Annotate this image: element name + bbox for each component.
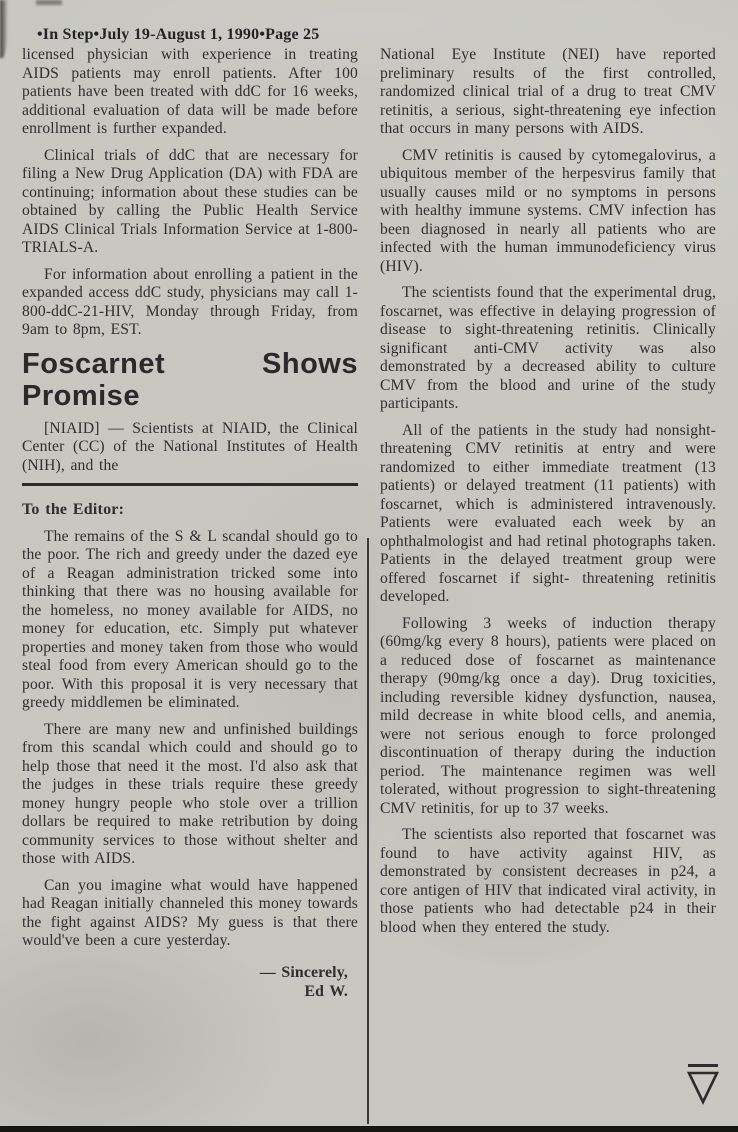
article-paragraph: National Eye Institute (NEI) have reported preliminary results of the first controlled, randomized clinical trial of a drug to treat CMV retinitis, a serious, sight-threatening eye infection that occurs in many persons with AIDS.: [380, 46, 716, 137]
article-paragraph: The scientists also reported that foscarnet was found to have activity against HIV, as demonstrated by consistent decreases in p24, a core antigen of HIV that indicated viral activity, in those patients who had detectable p24 in their blood when they entered the study.: [380, 826, 716, 936]
ddc-article-continuation: [22, 46, 358, 340]
scan-bottom-edge: [0, 1126, 738, 1132]
two-column-layout: [22, 46, 716, 1001]
letter-paragraph: The remains of the S & L scandal should go to the poor. The rich and greedy under the dazed eye of a Reagan administration tricked some into thinking that there was no housing available for the homeless, no money available for AIDS, no money for education, etc. Simply put whatever properties and money taken from those who would steal food from every American should go to the poor. With this proposal it is very necessary that greedy middlemen be eliminated.: [22, 527, 358, 711]
article-paragraph: All of the patients in the study had nonsight-threatening CMV retinitis at entry and were randomized to either immediate treatment (13 patients) or delayed treatment (11 patients) with foscarnet, which is administered intravenously. Patients were evaluated each week by an ophthalmologist and had retinal photographs taken. Patients in the delayed treatment group were offered foscarnet if sight- threatening retinitis developed.: [380, 421, 716, 605]
letter-signoff: [22, 963, 358, 1001]
scan-edge-artifact: [0, 0, 8, 58]
signoff-name: Ed W.: [304, 982, 348, 1000]
article-paragraph: Clinical trials of ddC that are necessary for filing a New Drug Application (DA) with FDA are continuing; information about these studies can be obtained by calling the Public Health Service AIDS Clinical Trials Information Service at 1-800-TRIALS-A.: [22, 146, 358, 256]
article-paragraph: CMV retinitis is caused by cytomegalovirus, a ubiquitous member of the herpesvirus family that usually causes mild or no symptoms in persons with healthy immune systems. CMV infection has been diagnosed in nearly all patients who are infected with the human immunodeficiency virus (HIV).: [380, 146, 716, 275]
scan-top-artifact: [36, 0, 62, 5]
left-column: [22, 46, 358, 1001]
letter-to-the-editor: [22, 501, 358, 1001]
article-headline: Foscarnet Shows Promise: [22, 347, 358, 412]
article-paragraph: Following 3 weeks of induction therapy (60mg/kg every 8 hours), patients were placed on a reduced dose of foscarnet as maintenance therapy (90mg/kg once a day). Drug toxicities, including reversible kidney dysfunction, nausea, mild decrease in white blood cells, and anemia, were not serious enough to force prolonged discontinuation of therapy during the induction period. The maintenance regimen was well tolerated, without progression to sight-threatening CMV retinitis, for up to 37 weeks.: [380, 614, 716, 817]
letter-paragraph: There are many new and unfinished buildings from this scandal which could and should go to help those that need it the most. I'd also ask that the judges in these trials require these greedy money hungry people who stole over a trillion dollars be required to make retribution by doing community services to those without shelter and those with AIDS.: [22, 720, 358, 867]
article-paragraph: licensed physician with experience in treating AIDS patients may enroll patients. After 100 patients have been treated with ddC for 16 weeks, additional evaluation of data will be made before enrollment is further expanded.: [22, 46, 358, 137]
right-column: [380, 46, 716, 1001]
underline-artifact: [688, 1064, 718, 1067]
letter-salutation: To the Editor:: [22, 501, 125, 518]
article-paragraph: For information about enrolling a patient in the expanded access ddC study, physicians may call 1-800-ddC-21-HIV, Monday through Friday, from 9am to 8pm, EST.: [22, 265, 358, 338]
masthead: •In Step•July 19-August 1, 1990•Page 25: [37, 26, 320, 43]
signoff-sincerely: — Sincerely,: [259, 963, 348, 981]
section-divider-rule: [22, 483, 358, 486]
column-divider-rule: [367, 538, 369, 1124]
letter-paragraph: Can you imagine what would have happened had Reagan initially channeled this money towards the fight against AIDS? My guess is that there would've been a cure yesterday.: [22, 876, 358, 949]
article-paragraph: The scientists found that the experimental drug, foscarnet, was effective in delaying progression of disease to sight-threatening retinitis. Clinically significant anti-CMV activity was also demonstrated by a decreased ability to culture CMV from the blood and urine of the study participants.: [380, 284, 716, 412]
end-of-article-marker: [686, 1064, 722, 1106]
open-triangle-down-icon: [686, 1070, 722, 1106]
article-paragraph: [NIAID] — Scientists at NIAID, the Clinical Center (CC) of the National Institutes of Health (NIH), and the: [22, 419, 358, 474]
